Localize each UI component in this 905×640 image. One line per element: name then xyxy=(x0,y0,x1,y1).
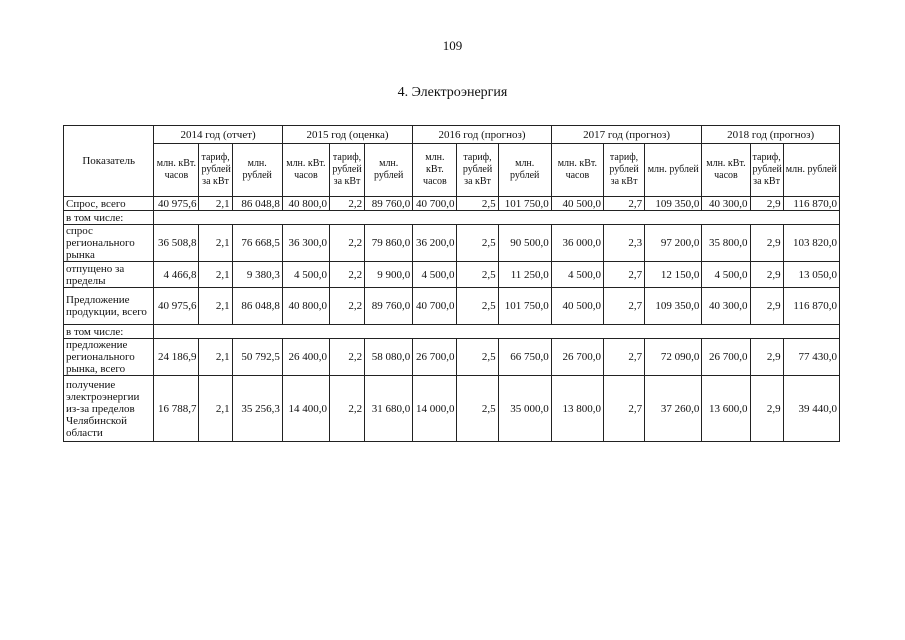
value-cell: 31 680,0 xyxy=(365,376,413,442)
value-cell: 2,7 xyxy=(603,262,644,288)
table-row xyxy=(64,339,840,376)
value-cell: 58 080,0 xyxy=(365,339,413,376)
year-2017-header: 2017 год (прогноз) xyxy=(551,126,702,144)
value-cell: 2,5 xyxy=(457,262,498,288)
unit-tariff-header: тариф, рублей за кВт xyxy=(199,144,232,197)
value-cell: 2,1 xyxy=(199,288,232,325)
table-row xyxy=(64,325,840,339)
value-cell: 35 256,3 xyxy=(232,376,282,442)
unit-kwh-header: млн. кВт. часов xyxy=(154,144,199,197)
value-cell: 79 860,0 xyxy=(365,225,413,262)
value-cell: 76 668,5 xyxy=(232,225,282,262)
unit-tariff-header: тариф, рублей за кВт xyxy=(750,144,783,197)
value-cell: 11 250,0 xyxy=(498,262,551,288)
value-cell: 2,2 xyxy=(329,262,364,288)
value-cell: 4 466,8 xyxy=(154,262,199,288)
table-row xyxy=(64,197,840,211)
unit-tariff-header: тариф, рублей за кВт xyxy=(457,144,498,197)
value-cell: 72 090,0 xyxy=(645,339,702,376)
value-cell: 13 800,0 xyxy=(551,376,603,442)
value-cell: 2,3 xyxy=(603,225,644,262)
table-row xyxy=(64,211,840,225)
unit-rub-header: млн. рублей xyxy=(645,144,702,197)
value-cell: 2,2 xyxy=(329,376,364,442)
value-cell: 40 800,0 xyxy=(282,197,329,211)
unit-rub-header: млн. рублей xyxy=(498,144,551,197)
table-row xyxy=(64,288,840,325)
value-cell: 2,5 xyxy=(457,339,498,376)
year-2015-header: 2015 год (оценка) xyxy=(282,126,412,144)
value-cell: 2,7 xyxy=(603,339,644,376)
unit-kwh-header: млн. кВт. часов xyxy=(702,144,750,197)
value-cell: 40 300,0 xyxy=(702,197,750,211)
value-cell: 86 048,8 xyxy=(232,197,282,211)
value-cell: 13 600,0 xyxy=(702,376,750,442)
unit-header-row xyxy=(64,144,840,197)
value-cell: 13 050,0 xyxy=(783,262,839,288)
value-cell: 12 150,0 xyxy=(645,262,702,288)
value-cell: 2,1 xyxy=(199,225,232,262)
value-cell: 2,9 xyxy=(750,197,783,211)
value-cell: 2,5 xyxy=(457,197,498,211)
value-cell: 40 500,0 xyxy=(551,288,603,325)
value-cell: 2,9 xyxy=(750,339,783,376)
value-cell: 40 800,0 xyxy=(282,288,329,325)
unit-rub-header: млн. рублей xyxy=(232,144,282,197)
value-cell: 2,9 xyxy=(750,376,783,442)
value-cell: 16 788,7 xyxy=(154,376,199,442)
row-label: предложение регионального рынка, всего xyxy=(64,339,154,376)
value-cell: 2,7 xyxy=(603,288,644,325)
value-cell: 50 792,5 xyxy=(232,339,282,376)
value-cell: 2,9 xyxy=(750,262,783,288)
value-cell: 4 500,0 xyxy=(282,262,329,288)
value-cell: 90 500,0 xyxy=(498,225,551,262)
value-cell: 116 870,0 xyxy=(783,197,839,211)
value-cell: 89 760,0 xyxy=(365,197,413,211)
table-row xyxy=(64,225,840,262)
value-cell: 89 760,0 xyxy=(365,288,413,325)
value-cell: 2,1 xyxy=(199,376,232,442)
value-cell: 4 500,0 xyxy=(702,262,750,288)
value-cell: 26 700,0 xyxy=(702,339,750,376)
electricity-balance-table xyxy=(63,125,840,442)
value-cell: 2,1 xyxy=(199,262,232,288)
value-cell: 101 750,0 xyxy=(498,197,551,211)
value-cell: 66 750,0 xyxy=(498,339,551,376)
unit-tariff-header: тариф, рублей за кВт xyxy=(603,144,644,197)
page-number: 109 xyxy=(442,38,463,53)
value-cell: 2,1 xyxy=(199,197,232,211)
value-cell: 40 300,0 xyxy=(702,288,750,325)
value-cell: 86 048,8 xyxy=(232,288,282,325)
table-row xyxy=(64,262,840,288)
indicator-header: Показатель xyxy=(64,126,154,197)
value-cell: 2,2 xyxy=(329,288,364,325)
value-cell: 9 380,3 xyxy=(232,262,282,288)
value-cell: 2,5 xyxy=(457,376,498,442)
value-cell: 37 260,0 xyxy=(645,376,702,442)
value-cell: 35 800,0 xyxy=(702,225,750,262)
row-label: Спрос, всего xyxy=(64,197,154,211)
unit-tariff-header: тариф, рублей за кВт xyxy=(329,144,364,197)
row-label: Предложение продукции, всего xyxy=(64,288,154,325)
year-2014-header: 2014 год (отчет) xyxy=(154,126,282,144)
table-row xyxy=(64,376,840,442)
value-cell: 36 300,0 xyxy=(282,225,329,262)
value-cell: 39 440,0 xyxy=(783,376,839,442)
subgroup-label: в том числе: xyxy=(64,325,154,339)
value-cell: 109 350,0 xyxy=(645,197,702,211)
value-cell: 40 700,0 xyxy=(413,197,457,211)
value-cell: 97 200,0 xyxy=(645,225,702,262)
value-cell: 2,7 xyxy=(603,376,644,442)
year-2016-header: 2016 год (прогноз) xyxy=(413,126,552,144)
value-cell: 2,1 xyxy=(199,339,232,376)
value-cell: 2,2 xyxy=(329,197,364,211)
year-2018-header: 2018 год (прогноз) xyxy=(702,126,840,144)
value-cell: 35 000,0 xyxy=(498,376,551,442)
unit-kwh-header: млн. кВт. часов xyxy=(551,144,603,197)
row-label: отпущено за пределы xyxy=(64,262,154,288)
value-cell: 36 508,8 xyxy=(154,225,199,262)
value-cell: 2,5 xyxy=(457,225,498,262)
value-cell: 2,2 xyxy=(329,225,364,262)
row-label: спрос регионального рынка xyxy=(64,225,154,262)
value-cell: 101 750,0 xyxy=(498,288,551,325)
value-cell: 36 000,0 xyxy=(551,225,603,262)
value-cell: 36 200,0 xyxy=(413,225,457,262)
value-cell: 24 186,9 xyxy=(154,339,199,376)
value-cell: 14 400,0 xyxy=(282,376,329,442)
value-cell: 4 500,0 xyxy=(413,262,457,288)
value-cell: 2,9 xyxy=(750,288,783,325)
value-cell: 26 700,0 xyxy=(551,339,603,376)
value-cell: 4 500,0 xyxy=(551,262,603,288)
value-cell: 2,5 xyxy=(457,288,498,325)
unit-kwh-header: млн. кВт. часов xyxy=(282,144,329,197)
value-cell: 14 000,0 xyxy=(413,376,457,442)
unit-rub-header: млн. рублей xyxy=(365,144,413,197)
value-cell: 26 400,0 xyxy=(282,339,329,376)
subgroup-label: в том числе: xyxy=(64,211,154,225)
value-cell: 77 430,0 xyxy=(783,339,839,376)
unit-kwh-header: млн. кВт. часов xyxy=(413,144,457,197)
row-label: получение электроэнергии из-за пределов Челябинской области xyxy=(64,376,154,442)
value-cell: 40 975,6 xyxy=(154,288,199,325)
value-cell: 109 350,0 xyxy=(645,288,702,325)
value-cell: 2,7 xyxy=(603,197,644,211)
unit-rub-header: млн. рублей xyxy=(783,144,839,197)
year-header-row xyxy=(64,126,840,144)
value-cell: 40 700,0 xyxy=(413,288,457,325)
value-cell: 26 700,0 xyxy=(413,339,457,376)
value-cell: 2,2 xyxy=(329,339,364,376)
value-cell: 40 975,6 xyxy=(154,197,199,211)
value-cell: 40 500,0 xyxy=(551,197,603,211)
value-cell: 116 870,0 xyxy=(783,288,839,325)
section-title: 4. Электроэнергия xyxy=(397,85,508,100)
value-cell: 9 900,0 xyxy=(365,262,413,288)
value-cell: 103 820,0 xyxy=(783,225,839,262)
value-cell: 2,9 xyxy=(750,225,783,262)
